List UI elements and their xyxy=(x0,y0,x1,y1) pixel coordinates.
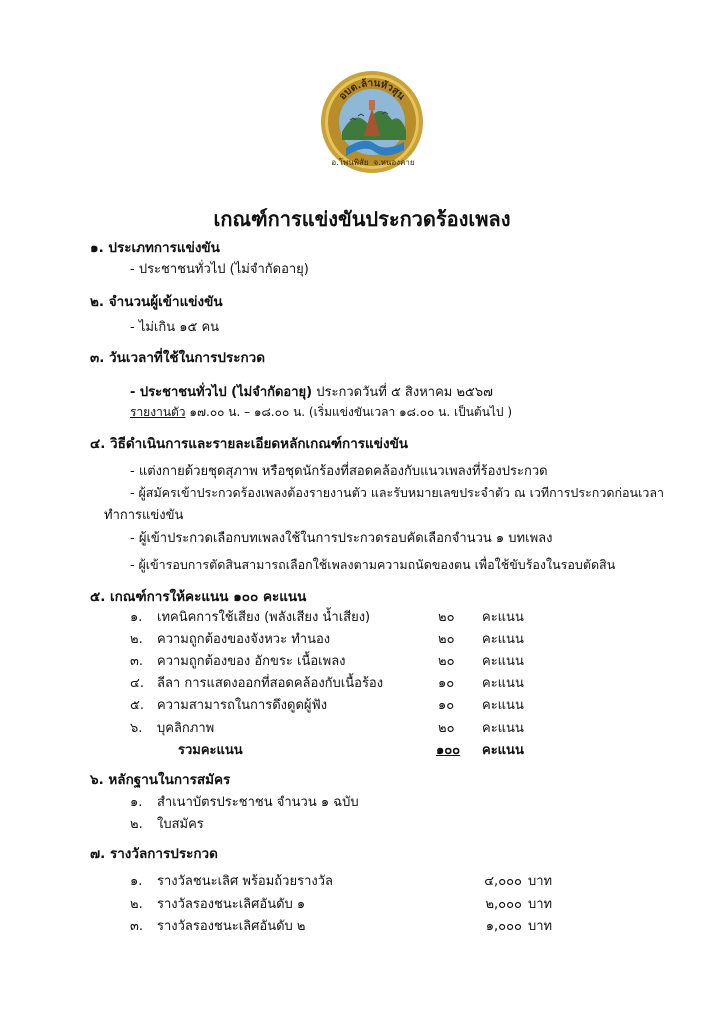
prize-item-label: รางวัลรองชนะเลิศอันดับ ๑ xyxy=(157,897,306,912)
score-item-unit: คะแนน xyxy=(482,632,524,647)
section-4-line-2a: - ผู้สมัครเข้าประกวดร้องเพลงต้องรายงานตัว และรับหมายเลขประจำตัว ณ เวทีการประกวดก่อนเวลา xyxy=(130,485,665,500)
section-1-item: - ประชาชนทั่วไป (ไม่จำกัดอายุ) xyxy=(130,262,309,277)
score-item-value: ๑๐ xyxy=(438,698,455,713)
prize-item-label: รางวัลรองชนะเลิศอันดับ ๒ xyxy=(157,919,306,934)
score-item-value: ๒๐ xyxy=(438,654,455,669)
seal-bottom-left-text: อ.โพนพิสัย xyxy=(331,158,369,167)
section-2-item: - ไม่เกิน ๑๕ คน xyxy=(130,320,220,335)
score-item-label: เทคนิคการใช้เสียง (พลังเสียง น้ำเสียง) xyxy=(157,610,371,625)
prize-item-unit: บาท xyxy=(528,919,553,934)
section-4-line-1: - แต่งกายด้วยชุดสุภาพ หรือชุดนักร้องที่สอดคล้องกับแนวเพลงที่ร้องประกวด xyxy=(130,464,548,479)
section-4-heading: ๔. วิธีดำเนินการและรายละเอียดหลักเกณฑ์การแข่งขัน xyxy=(90,436,409,452)
score-item-unit: คะแนน xyxy=(482,698,524,713)
report-label: รายงานตัว xyxy=(130,405,186,419)
section-7-heading: ๗. รางวัลการประกวด xyxy=(90,846,218,862)
score-item-value: ๒๐ xyxy=(438,721,455,736)
score-total-label: รวมคะแนน xyxy=(178,743,243,758)
score-total-value: ๑๐๐ xyxy=(436,743,461,758)
score-item-no: ๖. xyxy=(130,721,143,736)
score-item-unit: คะแนน xyxy=(482,610,524,625)
score-item-label: ลีลา การแสดงออกที่สอดคล้องกับเนื้อร้อง xyxy=(157,676,384,691)
score-item-no: ๒. xyxy=(130,632,143,647)
seal-bottom-right-text: จ.หนองคาย xyxy=(373,158,415,167)
score-item-unit: คะแนน xyxy=(482,721,524,736)
score-total-unit: คะแนน xyxy=(482,743,524,758)
score-item-no: ๑. xyxy=(130,610,143,625)
section-4-line-4: - ผู้เข้ารอบการตัดสินสามารถเลือกใช้เพลงตามความถนัดของตน เพื่อใช้ขับร้องในรอบตัดสิน xyxy=(130,557,616,572)
section-2-heading: ๒. จำนวนผู้เข้าแข่งขัน xyxy=(90,294,223,310)
score-item-unit: คะแนน xyxy=(482,676,524,691)
prize-item-unit: บาท xyxy=(528,874,553,889)
report-time-text: ๑๗.๐๐ น. – ๑๘.๐๐ น. (เริ่มแข่งขันเวลา ๑๘.๐๐ น. เป็นต้นไป ) xyxy=(185,405,513,419)
score-item-value: ๒๐ xyxy=(438,632,455,647)
section-3-bold-label: - ประชาชนทั่วไป (ไม่จำกัดอายุ) xyxy=(130,385,313,400)
document-item-no: ๒. xyxy=(130,817,143,832)
section-4-line-2b: ทำการแข่งขัน xyxy=(104,508,184,523)
section-3-line-2 xyxy=(130,403,512,422)
score-item-value: ๑๐ xyxy=(438,676,455,691)
prize-item-amount: ๑,๐๐๐ xyxy=(485,919,522,934)
score-item-no: ๕. xyxy=(130,698,144,713)
prize-item-label: รางวัลชนะเลิศ พร้อมถ้วยรางวัล xyxy=(157,874,333,889)
score-item-unit: คะแนน xyxy=(482,654,524,669)
score-item-label: ความสามารถในการดึงดูดผู้ฟัง xyxy=(157,698,328,713)
section-4-line-3: - ผู้เข้าประกวดเลือกบทเพลงใช้ในการประกวดรอบคัดเลือกจำนวน ๑ บทเพลง xyxy=(130,531,553,546)
document-item-label: ใบสมัคร xyxy=(157,817,204,832)
document-title: เกณฑ์การแข่งขันประกวดร้องเพลง xyxy=(213,207,511,231)
section-6-heading: ๖. หลักฐานในการสมัคร xyxy=(90,772,231,788)
section-3-line-1 xyxy=(130,381,493,402)
section-1-heading: ๑. ประเภทการแข่งขัน xyxy=(90,240,220,256)
seal-top-text: อบต.ล้านหัวสุน xyxy=(337,77,407,103)
prize-item-amount: ๒,๐๐๐ xyxy=(485,897,522,912)
score-item-no: ๔. xyxy=(130,676,144,691)
prize-item-no: ๓. xyxy=(130,919,144,934)
prize-item-no: ๑. xyxy=(130,874,143,889)
score-item-no: ๓. xyxy=(130,654,144,669)
prize-item-unit: บาท xyxy=(528,897,553,912)
score-item-label: ความถูกต้องของจังหวะ ทำนอง xyxy=(157,632,331,647)
document-item-label: สำเนาบัตรประชาชน จำนวน ๑ ฉบับ xyxy=(157,795,359,810)
section-3-date-text: ประกวดวันที่ ๕ สิงหาคม ๒๕๖๗ xyxy=(312,385,493,400)
document-item-no: ๑. xyxy=(130,795,143,810)
score-item-value: ๒๐ xyxy=(438,610,455,625)
section-3-heading: ๓. วันเวลาที่ใช้ในการประกวด xyxy=(90,350,265,366)
prize-item-no: ๒. xyxy=(130,897,143,912)
score-item-label: ความถูกต้องของ อักขระ เนื้อเพลง xyxy=(157,654,346,669)
organization-seal-logo xyxy=(320,70,424,174)
score-item-label: บุคลิกภาพ xyxy=(157,721,215,736)
section-5-heading: ๕. เกณฑ์การให้คะแนน ๑๐๐ คะแนน xyxy=(90,589,307,605)
prize-item-amount: ๔,๐๐๐ xyxy=(484,874,522,889)
